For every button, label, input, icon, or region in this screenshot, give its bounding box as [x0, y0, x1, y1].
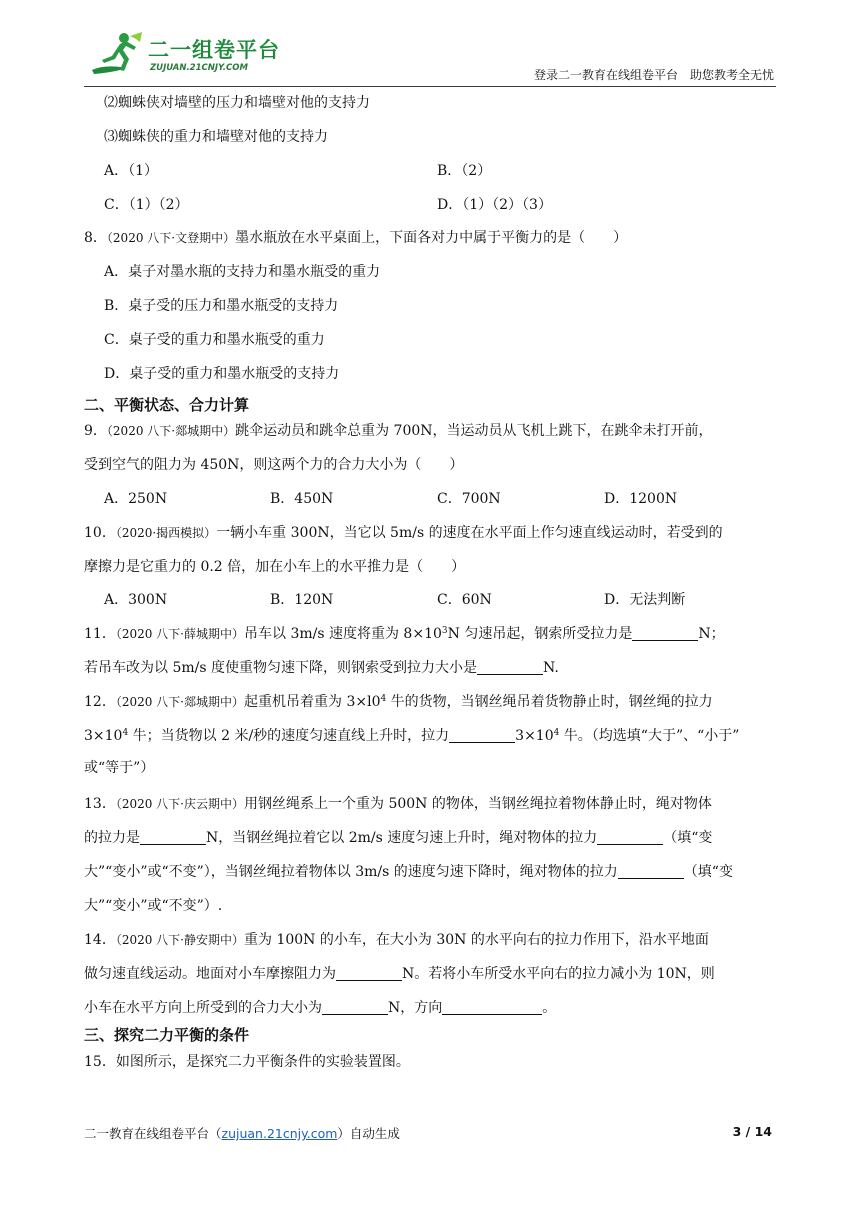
- q11-text: 若吊车改为以 5m/s 度使重物匀速下降，则钢索受到拉力大小是: [84, 660, 477, 676]
- q14-stem-line1: [84, 930, 709, 950]
- q12-stem-line2: [84, 726, 739, 746]
- q12-text: 牛；当货物以 2 米/秒的速度匀速直线上升时，拉力: [128, 728, 450, 744]
- q10-option-d: D．无法判断: [604, 592, 686, 608]
- q9-stem-text: 跳伞运动员和跳伞总重为 700N，当运动员从飞机上跳下，在跳伞未打开前，: [235, 423, 713, 439]
- q9-option-b: B．450N: [270, 491, 334, 507]
- platform-logo: [86, 30, 286, 82]
- page-number: 3 / 14: [732, 1124, 772, 1139]
- answer-blank[interactable]: [618, 864, 684, 879]
- answer-blank[interactable]: [449, 728, 515, 743]
- q11-text: N 匀速吊起，钢索所受拉力是: [447, 626, 633, 642]
- section-3-heading: 三、探究二力平衡的条件: [84, 1026, 250, 1044]
- footer-text: ）自动生成: [337, 1126, 400, 1141]
- q14-text: 重为 100N 的小车，在大小为 30N 的水平向右的拉力作用下，沿水平地面: [244, 932, 709, 948]
- q13-text: 的拉力是: [84, 830, 140, 846]
- q12-exponent: 4: [380, 694, 387, 704]
- q14-text: 小车在水平方向上所受到的合力大小为: [84, 1000, 322, 1016]
- q10-stem-text: 一辆小车重 300N，当它以 5m/s 的速度在水平面上作匀速直线运动时，若受到的: [216, 525, 723, 541]
- q11-text: N；: [698, 626, 725, 642]
- q13-stem-line2: [84, 828, 712, 848]
- q9-option-d: D．1200N: [604, 491, 678, 507]
- q12-text: 牛。（均选填“大于”、“小于”: [559, 728, 740, 744]
- q15-number: 15．: [84, 1054, 116, 1070]
- q13-number: 13．: [84, 796, 116, 812]
- q13-text: （填“变: [683, 864, 733, 880]
- q8-stem: [84, 228, 627, 248]
- q7-item-3: ⑶蜘蛛侠的重力和墙壁对他的支持力: [104, 129, 328, 145]
- q12-exponent: 4: [122, 728, 129, 738]
- q8-option-d: D．桌子受的重力和墨水瓶受的支持力: [104, 366, 340, 382]
- q12-text: 3×10: [515, 728, 554, 744]
- q10-stem-line1: [84, 523, 723, 543]
- header-slogan: [534, 66, 774, 83]
- q8-stem-text: 墨水瓶放在水平桌面上，下面各对力中属于平衡力的是（ ）: [235, 230, 628, 246]
- q8-number: 8．: [84, 230, 107, 246]
- q9-option-a: A．250N: [104, 491, 168, 507]
- answer-blank[interactable]: [477, 660, 543, 675]
- q10-option-b: B．120N: [270, 592, 334, 608]
- q13-source-tag: （2020 八下·庆云期中）: [115, 797, 244, 811]
- q14-number: 14．: [84, 932, 116, 948]
- q12-text: 起重机吊着重为 3×l0: [244, 694, 381, 710]
- q8-source-tag: （2020 八下·文登期中）: [106, 231, 236, 245]
- q14-source-tag: （2020 八下·静安期中）: [115, 933, 244, 947]
- q12-text: 3×10: [84, 728, 123, 744]
- answer-blank[interactable]: [336, 966, 402, 981]
- q9-option-c: C．700N: [437, 491, 501, 507]
- q15-text: 如图所示，是探究二力平衡条件的实验装置图。: [115, 1054, 410, 1070]
- runner-logo-icon: [86, 30, 146, 82]
- q9-stem-line1: [84, 421, 713, 441]
- q13-stem-line3: [84, 862, 733, 882]
- q12-stem-line3: 或“等于”）: [84, 760, 155, 776]
- q15-stem: [84, 1052, 410, 1072]
- q14-text: 做匀速直线运动。地面对小车摩擦阻力为: [84, 966, 336, 982]
- q11-source-tag: （2020 八下·薛城期中）: [115, 627, 244, 641]
- q11-stem-line1: [84, 624, 725, 644]
- footer-link[interactable]: zujuan.21cnjy.com: [221, 1126, 338, 1141]
- q14-text: 。: [542, 1000, 557, 1016]
- answer-blank[interactable]: [322, 1000, 388, 1015]
- q13-text: N，当钢丝绳拉着它以 2m/s 速度匀速上升时，绳对物体的拉力: [206, 830, 598, 846]
- q7-option-d: D．（1）（2）（3）: [437, 197, 552, 213]
- q7-option-c: C．（1）（2）: [104, 197, 189, 213]
- q9-number: 9．: [84, 423, 107, 439]
- q8-option-b: B．桌子受的压力和墨水瓶受的支持力: [104, 298, 339, 314]
- q12-text: 牛的货物，当钢丝绳吊着货物静止时，钢丝绳的拉力: [386, 694, 713, 710]
- answer-blank[interactable]: [442, 1000, 542, 1015]
- q14-text: N。若将小车所受水平向右的拉力减小为 10N，则: [402, 966, 715, 982]
- q14-stem-line3: [84, 998, 556, 1018]
- q11-text: N.: [542, 660, 559, 676]
- q7-item-2: ⑵蜘蛛侠对墙壁的压力和墙壁对他的支持力: [104, 95, 370, 111]
- q8-option-c: C．桌子受的重力和墨水瓶受的重力: [104, 332, 325, 348]
- q13-text: （填“变: [663, 830, 713, 846]
- q11-exponent: 3: [441, 626, 448, 636]
- slogan-login: 登录二一教育在线组卷平台: [533, 68, 678, 82]
- q10-option-a: A．300N: [104, 592, 168, 608]
- section-2-heading: 二、平衡状态、合力计算: [84, 396, 250, 414]
- q12-stem-line1: [84, 692, 713, 712]
- q10-option-c: C．60N: [437, 592, 492, 608]
- logo-text: 二一组卷平台: [148, 38, 280, 62]
- q10-number: 10．: [84, 525, 116, 541]
- q13-stem-line4: 大”“变小”或“不变”）.: [84, 898, 223, 914]
- q8-option-a: A．桌子对墨水瓶的支持力和墨水瓶受的重力: [104, 264, 381, 280]
- q10-source-tag: （2020·揭西模拟）: [115, 526, 217, 540]
- slogan-tagline: 助您教考全无忧: [689, 68, 774, 82]
- q12-number: 12．: [84, 694, 116, 710]
- q9-source-tag: （2020 八下·郯城期中）: [106, 424, 236, 438]
- q11-stem-line2: [84, 658, 559, 678]
- answer-blank[interactable]: [597, 830, 663, 845]
- logo-url: ZUJUAN.21CNJY.COM: [150, 63, 248, 73]
- q13-stem-line1: [84, 794, 712, 814]
- q11-text: 吊车以 3m/s 速度将重为 8×10: [244, 626, 442, 642]
- q13-text: 用钢丝绳系上一个重为 500N 的物体，当钢丝绳拉着物体静止时，绳对物体: [244, 796, 712, 812]
- q10-stem-line2: 摩擦力是它重力的 0.2 倍，加在小车上的水平推力是（ ）: [84, 559, 466, 575]
- q11-number: 11．: [84, 626, 116, 642]
- footer-source: [84, 1124, 400, 1142]
- q9-stem-line2: 受到空气的阻力为 450N，则这两个力的合力大小为（ ）: [84, 457, 464, 473]
- q7-option-b: B．（2）: [437, 163, 492, 179]
- q14-stem-line2: [84, 964, 715, 984]
- answer-blank[interactable]: [632, 626, 698, 641]
- header-divider: [84, 86, 776, 87]
- q12-exponent: 4: [553, 728, 560, 738]
- q13-text: 大”“变小”或“不变”），当钢丝绳拉着物体以 3m/s 的速度匀速下降时，绳对物体的拉力: [84, 864, 618, 880]
- q14-text: N，方向: [388, 1000, 443, 1016]
- q7-option-a: A．（1）: [104, 163, 159, 179]
- footer-text: 二一教育在线组卷平台（: [84, 1126, 222, 1141]
- q12-source-tag: （2020 八下·郯城期中）: [115, 695, 244, 709]
- answer-blank[interactable]: [140, 830, 206, 845]
